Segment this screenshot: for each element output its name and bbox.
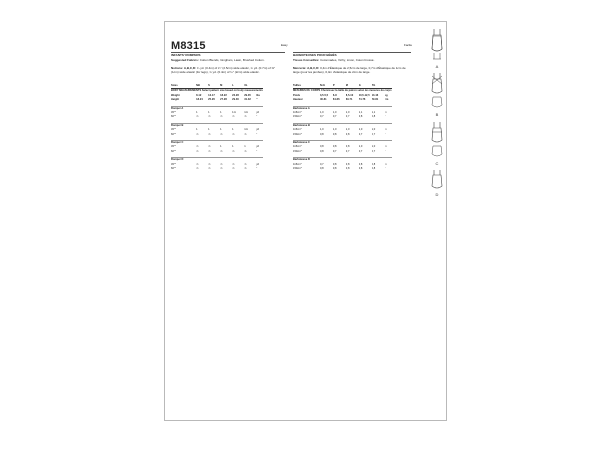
yardage-value: ⅞ — [232, 167, 235, 171]
romper-c-icon — [430, 120, 444, 160]
sizes-label: Sizes — [171, 84, 196, 89]
romper-b-icon — [430, 71, 444, 111]
size-header: G — [359, 84, 372, 89]
yardage-unit: yd — [256, 128, 259, 132]
yardage-value: 0,7 — [319, 162, 324, 166]
yardage-value: ⅞ — [196, 167, 199, 171]
fabric-width: 45"* — [171, 111, 176, 115]
yardage-value: 1,0 — [345, 128, 350, 132]
yardage-value: ⅞ — [232, 162, 235, 166]
fabric-width: 150cm* — [293, 167, 302, 171]
weight-value: 13-17 — [208, 93, 215, 97]
yardage-value: 1⅛ — [244, 128, 248, 132]
view-c-thumbnail — [430, 120, 444, 160]
yardage-value: 0,8 — [332, 145, 337, 149]
yardage-value: ⅞ — [196, 132, 199, 136]
weight-value: 8,5-10 — [345, 93, 354, 97]
fabrics-en — [171, 59, 265, 63]
yardage-value: ⅞ — [208, 132, 211, 136]
yardage-value: ⅞ — [196, 115, 199, 119]
yardage-value: 1⅛ — [232, 111, 236, 115]
yardage-value: 1,0 — [371, 145, 376, 149]
view-heading: Romper C — [171, 141, 263, 146]
size-header: M — [220, 84, 232, 89]
weight-value: 23-28 — [232, 93, 239, 97]
weight-value: 6-8 — [332, 93, 337, 97]
weight-label: Poids — [293, 93, 301, 97]
yardage-value: 0,8 — [332, 132, 337, 136]
yardage-value: ⅞ — [244, 132, 247, 136]
size-header: L — [232, 84, 244, 89]
yardage-value: 0,7 — [345, 115, 350, 119]
fabric-width: 45"* — [171, 128, 176, 132]
yardage-value: 1,0 — [332, 128, 337, 132]
yardage-value: 0,8 — [345, 167, 350, 171]
yardage-value: 0,7 — [358, 132, 363, 136]
size-header: NB — [196, 84, 208, 89]
height-value: 29-30 — [232, 98, 239, 102]
yardage-value: ⅞ — [208, 167, 211, 171]
yardage-value: 0,8 — [332, 167, 337, 171]
yardage-table-en — [171, 84, 263, 172]
yardage-value: 1 — [244, 145, 246, 149]
yardage-unit: " — [384, 115, 386, 119]
fabric-width: 60"* — [171, 149, 176, 153]
yardage-value: 0,7 — [332, 149, 337, 153]
yardage-value: 0,8 — [319, 132, 324, 136]
fabrics-label-fr: Tissus Conseillés: — [293, 58, 320, 62]
size-header: S — [208, 84, 220, 89]
yardage-value: 1,0 — [332, 111, 337, 115]
height-value: 69-71 — [345, 98, 353, 102]
yardage-value: ⅞ — [220, 167, 223, 171]
fabrics-label-en: Suggested Fabrics: — [171, 58, 199, 62]
body-measurements-heading: BODY MEASUREMENTS Select pattern size based on body measurements — [171, 89, 263, 93]
notions-text-fr: 0,4m d'Élastique de 2,5cm de large, 0,7m d'Élastique de 1cm de large (pour les jambes), 0,4m d'élastique de 2cm de large. — [293, 66, 406, 74]
height-value: 74-76 — [358, 98, 366, 102]
yardage-value: 1,1 — [371, 111, 376, 115]
yardage-value: 0,8 — [345, 132, 350, 136]
height-value: 46-61 — [319, 98, 327, 102]
yardage-value: 1,0 — [358, 145, 363, 149]
notions-label-fr: Mercerie: A,B,C,D: — [293, 66, 320, 70]
yardage-value: 0,7 — [332, 115, 337, 119]
yardage-value: 0,7 — [345, 149, 350, 153]
weight-value: 18-22 — [220, 93, 227, 97]
yardage-value: 0,8 — [371, 167, 376, 171]
difficulty-en: Easy — [281, 43, 288, 47]
view-heading: Romper A — [171, 106, 263, 111]
fabric-width: 115cm* — [293, 128, 302, 132]
height-value: 18-24 — [196, 98, 203, 102]
yardage-unit: " — [256, 167, 258, 171]
yardage-value: 0,8 — [332, 162, 337, 166]
weight-value: 13-16 — [371, 93, 379, 97]
weight-unit: kg — [384, 93, 388, 97]
view-heading: Romper B — [171, 123, 263, 128]
yardage-value: 0,8 — [345, 145, 350, 149]
size-header: TG — [372, 84, 385, 89]
yardage-value: ⅞ — [232, 115, 235, 119]
yardage-value: 1 — [196, 128, 198, 132]
body-measurements-heading: MESURES DU CORPS Choisissez la taille du patron selon les mesures du corps — [293, 89, 392, 93]
height-value: 31-32 — [244, 98, 251, 102]
fabric-width: 115cm* — [293, 111, 302, 115]
height-label: Hauteur — [293, 98, 303, 102]
yardage-table-fr-body — [293, 84, 392, 172]
yardage-value: 1 — [232, 145, 234, 149]
yardage-value: 0,8 — [371, 115, 376, 119]
height-value: 25-26 — [208, 98, 215, 102]
fabric-width: 150cm* — [293, 132, 302, 136]
yardage-value: 0,8 — [319, 149, 324, 153]
notions-label-en: Notions: A,B,C,D: — [171, 66, 197, 70]
notions-en — [171, 67, 283, 75]
fabrics-text-fr: Cotonnades, Vichy, Linon, Coton brossé. — [320, 58, 375, 62]
height-value: 79-81 — [371, 98, 379, 102]
yardage-value: ⅞ — [196, 149, 199, 153]
fabric-width: 150cm* — [293, 115, 302, 119]
yardage-value: 1 — [220, 111, 222, 115]
yardage-unit: yd — [256, 145, 259, 149]
yardage-value: 1 — [196, 111, 198, 115]
fabric-width: 150cm* — [293, 149, 302, 153]
title-en: INFANTS' ROMPERS — [171, 53, 201, 57]
yardage-value: 0,7 — [358, 149, 363, 153]
fabric-width: 45"* — [171, 145, 176, 149]
view-b-thumbnail — [430, 71, 444, 111]
view-a-thumbnail — [430, 27, 444, 63]
yardage-value: ⅞ — [244, 167, 247, 171]
yardage-unit: yd — [256, 162, 259, 166]
view-c-label: C — [435, 161, 439, 166]
yardage-value: 0,8 — [319, 167, 324, 171]
yardage-value: ⅞ — [220, 115, 223, 119]
yardage-value: 1,0 — [319, 111, 324, 115]
yardage-value: 0,8 — [358, 115, 363, 119]
height-unit: " — [256, 98, 258, 102]
yardage-value: ⅞ — [244, 149, 247, 153]
yardage-value: ⅞ — [208, 149, 211, 153]
yardage-value: ⅞ — [196, 145, 199, 149]
yardage-value: ⅞ — [220, 149, 223, 153]
view-d-label: D — [435, 192, 439, 197]
yardage-value: ⅞ — [244, 115, 247, 119]
pattern-number: M8315 — [171, 40, 206, 52]
notions-text-en: ¾ yd. (0.4m) of ¼" (2.5cm) wide elastic, ¾ yd. (0.7m) of ⅜" (1cm) wide elastic (for legs), ¾ yd. (0.4m) of ¼" (2cm) wide elastic. — [171, 66, 276, 74]
yardage-value: ⅞ — [196, 162, 199, 166]
yardage-value: 1 — [208, 111, 210, 115]
yardage-value: ⅞ — [220, 162, 223, 166]
weight-value: 8-12 — [196, 93, 202, 97]
yardage-value: 1 — [220, 145, 222, 149]
yardage-value: 1 — [232, 128, 234, 132]
weight-value: 3,5-5,5 — [319, 93, 329, 97]
weight-label: Weight — [171, 93, 180, 97]
title-fr: BARBOTEUSES POUR BÉBÉS — [293, 53, 337, 57]
yardage-table-en-body — [171, 84, 263, 172]
yardage-value: 0,7 — [319, 115, 324, 119]
view-heading: Barboteuse C — [293, 141, 392, 146]
sizes-label: Tailles — [293, 84, 320, 89]
yardage-value: ⅞ — [208, 115, 211, 119]
view-b-label: B — [435, 112, 439, 117]
yardage-unit: m — [384, 145, 387, 149]
yardage-value: 0,8 — [345, 162, 350, 166]
view-heading: Romper D — [171, 158, 263, 163]
fabric-width: 60"* — [171, 115, 176, 119]
yardage-unit: " — [256, 149, 258, 153]
view-heading: Barboteuse B — [293, 123, 392, 128]
weight-value: 10,5-12,5 — [358, 93, 370, 97]
yardage-value: ⅞ — [208, 162, 211, 166]
yardage-value: 0,8 — [371, 162, 376, 166]
romper-a-icon — [430, 27, 444, 63]
notions-fr — [293, 67, 409, 75]
instruction-sheet — [164, 21, 447, 421]
yardage-unit: m — [384, 128, 387, 132]
size-header: XL — [244, 84, 256, 89]
yardage-value: 0,7 — [371, 132, 376, 136]
yardage-value: ⅞ — [232, 132, 235, 136]
yardage-value: 1 — [208, 128, 210, 132]
height-value: 27-28 — [220, 98, 227, 102]
yardage-value: 1⅛ — [244, 111, 248, 115]
view-heading: Barboteuse A — [293, 106, 392, 111]
yardage-value: 1,1 — [358, 111, 363, 115]
view-heading: Barboteuse D — [293, 158, 392, 163]
fr-yardage-row — [293, 167, 392, 171]
yardage-value: 0,8 — [319, 145, 324, 149]
yardage-value: 1,0 — [371, 128, 376, 132]
yardage-unit: " — [384, 149, 386, 153]
fabric-width: 45"* — [171, 162, 176, 166]
height-label: Height — [171, 98, 180, 102]
yardage-unit: " — [384, 167, 386, 171]
yardage-value: ⅞ — [208, 145, 211, 149]
yardage-unit: yd — [256, 111, 259, 115]
size-header: M — [346, 84, 359, 89]
weight-unit: lbs — [256, 93, 260, 97]
height-value: 64-66 — [332, 98, 340, 102]
difficulty-fr: Facile — [404, 43, 413, 47]
yardage-value: 1,0 — [358, 128, 363, 132]
view-d-thumbnail — [430, 168, 444, 192]
yardage-unit: m — [384, 111, 387, 115]
yardage-unit: " — [256, 132, 258, 136]
en-yardage-row — [171, 167, 263, 171]
height-unit: cm — [384, 98, 389, 102]
yardage-value: ⅞ — [244, 162, 247, 166]
fabrics-text-en: Cotton Blends, Gingham, Lawn, Brushed Cotton. — [199, 58, 265, 62]
size-header: N.N. — [320, 84, 333, 89]
fabric-width: 60"* — [171, 132, 176, 136]
yardage-value: 1,0 — [319, 128, 324, 132]
yardage-value: ⅞ — [232, 149, 235, 153]
weight-value: 29-35 — [244, 93, 251, 97]
yardage-value: 0,8 — [358, 167, 363, 171]
yardage-value: 0,7 — [371, 149, 376, 153]
size-header: P — [333, 84, 346, 89]
fabric-width: 115cm* — [293, 145, 302, 149]
yardage-value: 1 — [220, 128, 222, 132]
yardage-value: ⅞ — [220, 132, 223, 136]
yardage-unit: " — [384, 132, 386, 136]
fabrics-fr — [293, 59, 374, 63]
romper-d-icon — [430, 168, 444, 192]
yardage-value: 1,0 — [345, 111, 350, 115]
fabric-width: 60"* — [171, 167, 176, 171]
yardage-table-fr — [293, 84, 392, 172]
fabric-width: 115cm* — [293, 162, 302, 166]
yardage-unit: " — [256, 115, 258, 119]
view-a-label: A — [435, 64, 439, 69]
yardage-unit: m — [384, 162, 387, 166]
yardage-value: 0,8 — [358, 162, 363, 166]
